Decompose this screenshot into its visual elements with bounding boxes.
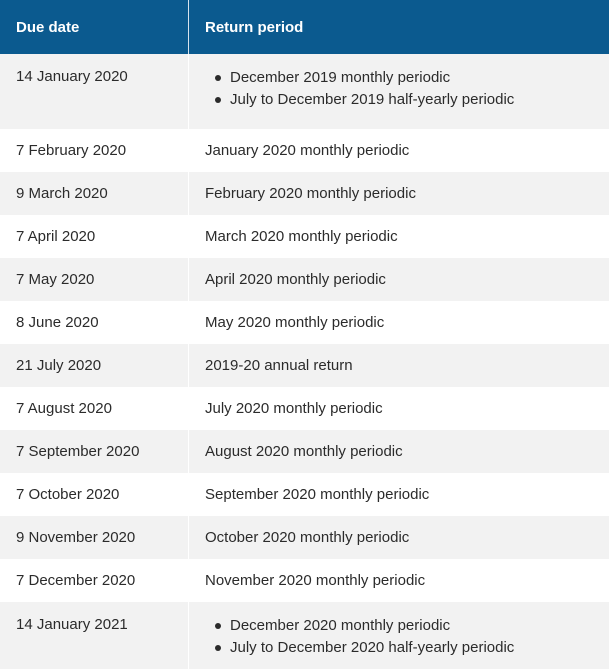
due-date-header: Due date: [0, 0, 189, 54]
due-date-cell: 7 April 2020: [0, 215, 189, 258]
return-period-cell: November 2020 monthly periodic: [189, 559, 610, 602]
return-period-cell: October 2020 monthly periodic: [189, 516, 610, 559]
return-period-cell: May 2020 monthly periodic: [189, 301, 610, 344]
table-row: [0, 172, 609, 215]
return-period-cell: 2019-20 annual return: [189, 344, 610, 387]
due-date-cell: 7 February 2020: [0, 129, 189, 172]
due-date-cell: 9 November 2020: [0, 516, 189, 559]
return-period-cell: September 2020 monthly periodic: [189, 473, 610, 516]
return-period-cell: [189, 602, 610, 669]
due-date-cell: 7 December 2020: [0, 559, 189, 602]
table-row: [0, 258, 609, 301]
table-row: [0, 215, 609, 258]
return-period-cell: January 2020 monthly periodic: [189, 129, 610, 172]
return-period-list: [205, 67, 593, 111]
due-date-cell: 14 January 2021: [0, 602, 189, 669]
table-row: [0, 387, 609, 430]
return-period-cell: July 2020 monthly periodic: [189, 387, 610, 430]
table-row: [0, 301, 609, 344]
return-period-cell: March 2020 monthly periodic: [189, 215, 610, 258]
list-item: July to December 2020 half-yearly periodic: [230, 637, 593, 659]
return-period-cell: [189, 54, 610, 129]
list-item: December 2020 monthly periodic: [230, 615, 593, 637]
due-date-cell: 9 March 2020: [0, 172, 189, 215]
return-period-cell: April 2020 monthly periodic: [189, 258, 610, 301]
due-date-cell: 21 July 2020: [0, 344, 189, 387]
return-period-list: [205, 615, 593, 659]
due-date-cell: 7 May 2020: [0, 258, 189, 301]
due-date-cell: 8 June 2020: [0, 301, 189, 344]
return-period-cell: February 2020 monthly periodic: [189, 172, 610, 215]
table-row: [0, 559, 609, 602]
return-period-header: Return period: [189, 0, 610, 54]
table-row: [0, 430, 609, 473]
due-date-cell: 14 January 2020: [0, 54, 189, 129]
table-row: [0, 602, 609, 669]
table-row: [0, 54, 609, 129]
return-period-cell: August 2020 monthly periodic: [189, 430, 610, 473]
list-item: December 2019 monthly periodic: [230, 67, 593, 89]
due-date-cell: 7 October 2020: [0, 473, 189, 516]
due-date-cell: 7 August 2020: [0, 387, 189, 430]
list-item: July to December 2019 half-yearly periodic: [230, 89, 593, 111]
table-row: [0, 129, 609, 172]
table-header-row: [0, 0, 609, 54]
due-date-cell: 7 September 2020: [0, 430, 189, 473]
table-row: [0, 516, 609, 559]
table-row: [0, 473, 609, 516]
table-row: [0, 344, 609, 387]
